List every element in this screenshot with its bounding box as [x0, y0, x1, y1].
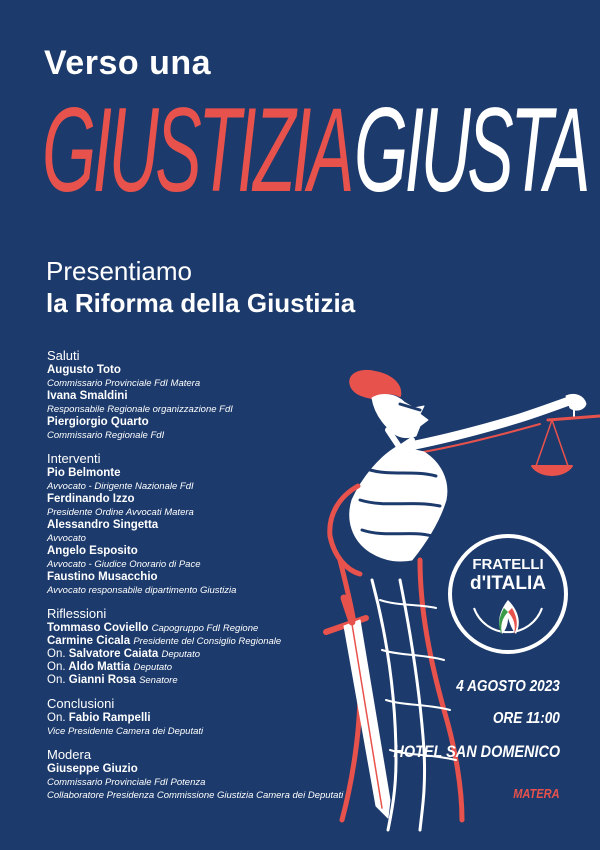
program: [47, 348, 407, 802]
speaker-line: [47, 712, 407, 725]
speaker-name: Ivana Smaldini: [47, 390, 128, 402]
speaker-name: Aldo Mattia: [68, 661, 131, 673]
section-saluti: [47, 348, 407, 442]
section-riflessioni: [47, 606, 407, 687]
speaker-role: Avvocato - Giudice Onorario di Pace: [47, 559, 201, 570]
speaker-line: [47, 674, 407, 687]
logo-text-line-1: FRATELLI: [472, 556, 544, 573]
event-venue: HOTEL SAN DOMENICO: [393, 742, 560, 761]
section-interventi: [47, 451, 407, 597]
title-main: [42, 80, 600, 220]
speaker-role: Presidente del Consiglio Regionale: [133, 636, 282, 647]
speaker-role: Avvocato responsabile dipartimento Giustizia: [47, 585, 237, 596]
speaker-line: [47, 622, 407, 635]
speaker-role: Senatore: [139, 675, 178, 686]
speaker-role: Capogruppo FdI Regione: [151, 623, 259, 634]
section-modera: [47, 747, 407, 802]
speaker-name: Pio Belmonte: [47, 467, 121, 479]
speaker-role: Deputato: [133, 662, 173, 673]
speaker-name: Tommaso Coviello: [47, 622, 149, 634]
speaker-name: Faustino Musacchio: [47, 571, 158, 583]
speaker-name: Angelo Esposito: [47, 545, 138, 557]
fratelli-ditalia-logo: [448, 534, 568, 654]
subtitle-line-1: Presentiamo: [46, 256, 192, 286]
speaker-name: Gianni Rosa: [68, 674, 136, 686]
logo-text-line-2: d'ITALIA: [470, 573, 546, 594]
speaker-name: Alessandro Singetta: [47, 519, 159, 531]
speaker-role: Commissario Regionale FdI: [47, 430, 165, 441]
speaker-name: Augusto Toto: [47, 364, 121, 376]
speaker-role: Responsabile Regionale organizzazione FdI: [47, 404, 233, 415]
speaker-role: Presidente Ordine Avvocati Matera: [47, 507, 194, 518]
speaker-name: Fabio Rampelli: [68, 712, 151, 724]
event-time: ORE 11:00: [492, 710, 560, 727]
section-heading: Saluti: [47, 348, 80, 363]
title-line-1: Verso una: [44, 44, 212, 82]
flame-icon: [452, 538, 564, 650]
subtitle-line-2: la Riforma della Giustizia: [46, 288, 356, 318]
speaker-line: [47, 635, 407, 648]
speaker-role: Vice Presidente Camera dei Deputati: [47, 726, 204, 737]
speaker-role-secondary: Collaboratore Presidenza Commissione Giustizia Camera dei Deputati: [47, 790, 344, 801]
section-heading: Conclusioni: [47, 696, 115, 711]
speaker-role: Avvocato: [47, 533, 86, 544]
speaker-name: Ferdinando Izzo: [47, 493, 135, 505]
speaker-name: Piergiorgio Quarto: [47, 416, 149, 428]
speaker-role: Commissario Provinciale FdI Matera: [47, 378, 201, 389]
section-heading: Interventi: [47, 451, 101, 466]
speaker-line: [47, 648, 407, 661]
speaker-role: Avvocato - Dirigente Nazionale FdI: [47, 481, 194, 492]
speaker-line: [47, 661, 407, 674]
speaker-prefix: On.: [47, 674, 66, 686]
event-city: MATERA: [513, 786, 560, 801]
speaker-name: Carmine Cicala: [47, 635, 131, 647]
speaker-prefix: On.: [47, 661, 66, 673]
event-date: 4 AGOSTO 2023: [456, 678, 560, 695]
title-word-giusta: GIUSTA: [354, 83, 588, 217]
speaker-name: Giuseppe Giuzio: [47, 763, 138, 775]
speaker-prefix: On.: [47, 712, 66, 724]
section-conclusioni: [47, 696, 407, 738]
speaker-prefix: On.: [47, 648, 66, 660]
section-heading: Riflessioni: [47, 606, 107, 621]
speaker-name: Salvatore Caiata: [68, 648, 159, 660]
title-word-giustizia: GIUSTIZIA: [42, 83, 351, 217]
section-heading: Modera: [47, 747, 92, 762]
speaker-role: Deputato: [161, 649, 201, 660]
speaker-role: Commissario Provinciale FdI Potenza: [47, 777, 206, 788]
